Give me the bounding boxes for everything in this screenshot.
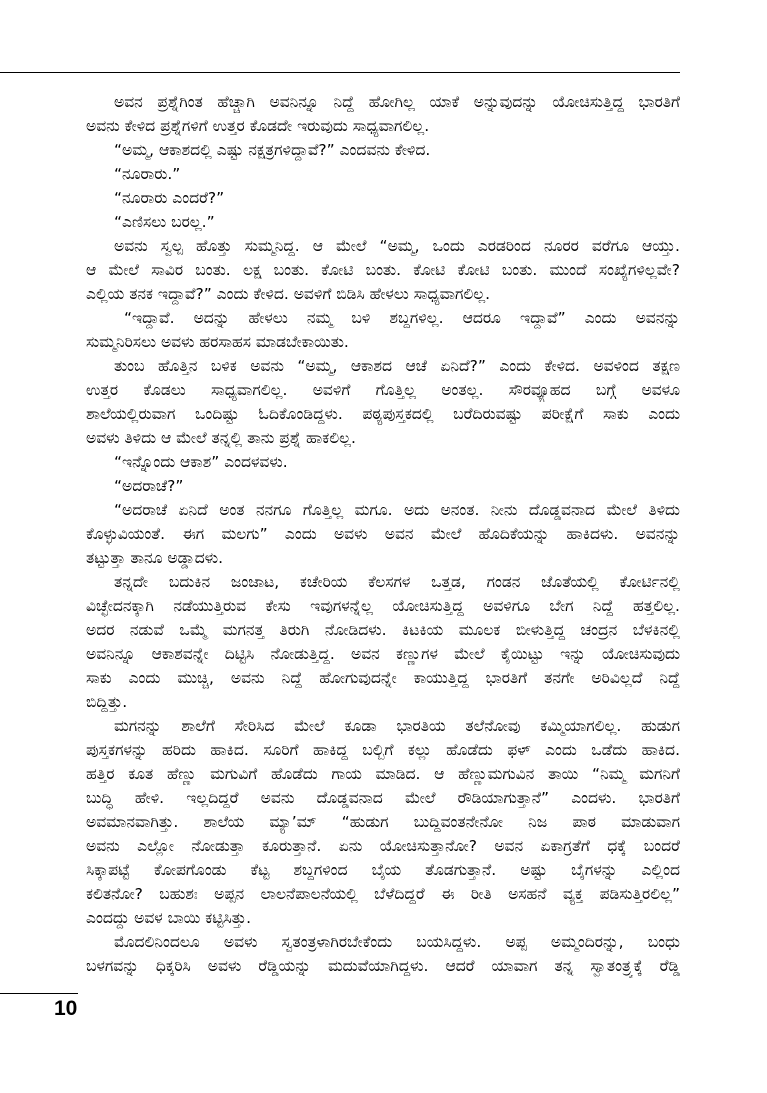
text-line: ವಿಚ್ಛೇದನಕ್ಕಾಗಿ ನಡೆಯುತ್ತಿರುವ ಕೇಸು ಇವುಗಳನ್ನೆಲ್ಲ ಯೋಚಿಸುತ್ತಿದ್ದ ಅವಳಿಗೂ ಬೇಗ ನಿದ್ದೆ ಹತ್ತಲಿಲ್ಲ. [86,597,680,615]
text-line: ಸಾಕು ಎಂದು ಮುಚ್ಚಿ, ಅವನು ನಿದ್ದೆ ಹೋಗುವುದನ್ನೇ ಕಾಯುತ್ತಿದ್ದ ಭಾರತಿಗೆ ತನಗೇ ಅರಿವಿಲ್ಲದೆ ನಿದ್ದೆ [86,669,680,687]
text-line: ಅದರ ನಡುವೆ ಒಮ್ಮೆ ಮಗನತ್ತ ತಿರುಗಿ ನೋಡಿದಳು. ಕಿಟಕಿಯ ಮೂಲಕ ಬೀಳುತ್ತಿದ್ದ ಚಂದ್ರನ ಬೆಳಕಿನಲ್ಲಿ [86,621,680,639]
text-line: ಉತ್ತರ ಕೊಡಲು ಸಾಧ್ಯವಾಗಲಿಲ್ಲ. ಅವಳಿಗೆ ಗೊತ್ತಿಲ್ಲ ಅಂತಲ್ಲ. ಸೌರವ್ಯೂಹದ ಬಗ್ಗೆ ಅವಳೂ [86,381,680,399]
text-line: “ಇದ್ದಾವೆ. ಅದನ್ನು ಹೇಳಲು ನಮ್ಮ ಬಳಿ ಶಬ್ದಗಳಿಲ್ಲ. ಆದರೂ ಇದ್ದಾವೆ” ಎಂದು ಅವನನ್ನು [124,309,680,327]
text-line: ಅವಮಾನವಾಗಿತ್ತು. ಶಾಲೆಯ ಮ್ಯಾ’ಮ್ “ಹುಡುಗ ಬುದ್ದಿವಂತನೇನೋ ನಿಜ ಪಾಠ ಮಾಡುವಾಗ [86,813,680,831]
text-line: ತಟ್ಟುತ್ತಾ ತಾನೂ ಅಡ್ಡಾದಳು. [86,549,224,567]
text-line: “ಎಣಿಸಲು ಬರಲ್ಲ.” [114,213,215,231]
text-line: “ಅದರಾಚೆ ಏನಿದೆ ಅಂತ ನನಗೂ ಗೊತ್ತಿಲ್ಲ ಮಗೂ. ಅದು ಅನಂತ. ನೀನು ದೊಡ್ಡವನಾದ ಮೇಲೆ ತಿಳಿದು [114,501,680,519]
text-line: ಅವನಿನ್ನೂ ಆಕಾಶವನ್ನೇ ದಿಟ್ಟಿಸಿ ನೋಡುತ್ತಿದ್ದ. ಅವನ ಕಣ್ಣುಗಳ ಮೇಲೆ ಕೈಯಿಟ್ಟು ಇನ್ನು ಯೋಚಿಸುವುದು [86,645,680,663]
text-line: ಬಿದ್ದಿತ್ತು. [86,693,128,711]
text-line: ಕಲಿತನೋ? ಬಹುಶಃ ಅಪ್ಪನ ಲಾಲನೆಪಾಲನೆಯಲ್ಲಿ ಬೆಳೆದಿದ್ದರೆ ಈ ರೀತಿ ಅಸಹನೆ ವ್ಯಕ್ತ ಪಡಿಸುತ್ತಿರಲಿಲ್ಲ” [86,885,680,903]
text-line: ತನ್ನದೇ ಬದುಕಿನ ಜಂಜಾಟ, ಕಚೇರಿಯ ಕೆಲಸಗಳ ಒತ್ತಡ, ಗಂಡನ ಜೊತೆಯಲ್ಲಿ ಕೋರ್ಟಿನಲ್ಲಿ [114,573,680,591]
page-number: 10 [54,997,78,1020]
text-line: “ಇನ್ನೊಂದು ಆಕಾಶ” ಎಂದಳವಳು. [114,453,288,471]
text-line: ಬಳಗವನ್ನು ಧಿಕ್ಕರಿಸಿ ಅವಳು ರೆಡ್ಡಿಯನ್ನು ಮದುವೆಯಾಗಿದ್ದಳು. ಆದರೆ ಯಾವಾಗ ತನ್ನ ಸ್ವಾತಂತ್ರ್ಯಕ್ಕೆ ರೆಡ್ಡಿ [86,957,680,975]
text-line: ಎಂದದ್ದು ಅವಳ ಬಾಯಿ ಕಟ್ಟಿಸಿತ್ತು. [86,909,252,927]
text-line: ಅವಳು ತಿಳಿದು ಆ ಮೇಲೆ ತನ್ನಲ್ಲಿ ತಾನು ಪ್ರಶ್ನೆ ಹಾಕಲಿಲ್ಲ. [86,429,356,447]
text-line: ಅವನ ಪ್ರಶ್ನೆಗಿಂತ ಹೆಚ್ಚಾಗಿ ಅವನಿನ್ನೂ ನಿದ್ದೆ ಹೋಗಿಲ್ಲ ಯಾಕೆ ಅನ್ನುವುದನ್ನು ಯೋಚಿಸುತ್ತಿದ್ದ ಭಾರತಿಗೆ [114,93,680,111]
text-line: ಮಗನನ್ನು ಶಾಲೆಗೆ ಸೇರಿಸಿದ ಮೇಲೆ ಕೂಡಾ ಭಾರತಿಯ ತಲೆನೋವು ಕಮ್ಮಿಯಾಗಲಿಲ್ಲ. ಹುಡುಗ [114,717,680,735]
text-line: ಬುದ್ಧಿ ಹೇಳಿ. ಇಲ್ಲದಿದ್ದರೆ ಅವನು ದೊಡ್ಡವನಾದ ಮೇಲೆ ರೌಡಿಯಾಗುತ್ತಾನೆ” ಎಂದಳು. ಭಾರತಿಗೆ [86,789,680,807]
text-line: ಅವನು ಸ್ವಲ್ಪ ಹೊತ್ತು ಸುಮ್ಮನಿದ್ದ. ಆ ಮೇಲೆ “ಅಮ್ಮ, ಒಂದು ಎರಡರಿಂದ ನೂರರ ವರೆಗೂ ಆಯ್ತು. [114,237,680,255]
text-line: ತುಂಬ ಹೊತ್ತಿನ ಬಳಿಕ ಅವನು “ಅಮ್ಮ, ಆಕಾಶದ ಆಚೆ ಏನಿದೆ?” ಎಂದು ಕೇಳಿದ. ಅವಳಿಂದ ತಕ್ಷಣ [114,357,680,375]
text-line: “ನೂರಾರು.” [114,165,181,183]
text-line: ಸಿಕ್ಕಾಪಟ್ಟೆ ಕೋಪಗೊಂಡು ಕೆಟ್ಟ ಶಬ್ದಗಳಿಂದ ಬೈಯ ತೊಡಗುತ್ತಾನೆ. ಅಷ್ಟು ಬೈಗಳನ್ನು ಎಲ್ಲಿಂದ [86,861,680,879]
text-line: ಪುಸ್ತಕಗಳನ್ನು ಹರಿದು ಹಾಕಿದ. ಸೂರಿಗೆ ಹಾಕಿದ್ದ ಬಲ್ಬಿಗೆ ಕಲ್ಲು ಹೊಡೆದು ಫಳ್ ಎಂದು ಒಡೆದು ಹಾಕಿದ. [86,741,680,759]
text-line: ಅವನು ಎಲ್ಲೋ ನೋಡುತ್ತಾ ಕೂರುತ್ತಾನೆ. ಏನು ಯೋಚಿಸುತ್ತಾನೋ? ಅವನ ಏಕಾಗ್ರತೆಗೆ ಧಕ್ಕೆ ಬಂದರೆ [86,837,680,855]
text-line: “ನೂರಾರು ಎಂದರೆ?” [114,189,225,207]
footer-rule [0,993,78,994]
text-line: “ಅಮ್ಮ, ಆಕಾಶದಲ್ಲಿ ಎಷ್ಟು ನಕ್ಷತ್ರಗಳಿದ್ದಾವೆ?” ಎಂದವನು ಕೇಳಿದ. [114,141,431,159]
text-line: ಸುಮ್ಮನಿರಿಸಲು ಅವಳು ಹರಸಾಹಸ ಮಾಡಬೇಕಾಯಿತು. [86,333,349,351]
text-line: ಹತ್ತಿರ ಕೂತ ಹೆಣ್ಣು ಮಗುವಿಗೆ ಹೊಡೆದು ಗಾಯ ಮಾಡಿದ. ಆ ಹೆಣ್ಣುಮಗುವಿನ ತಾಯಿ “ನಿಮ್ಮ ಮಗನಿಗೆ [86,765,680,783]
top-rule [0,72,680,73]
text-line: ಶಾಲೆಯಲ್ಲಿರುವಾಗ ಒಂದಿಷ್ಟು ಓದಿಕೊಂಡಿದ್ದಳು. ಪಠ್ಯಪುಸ್ತಕದಲ್ಲಿ ಬರೆದಿರುವಷ್ಟು ಪರೀಕ್ಷೆಗೆ ಸಾಕು ಎಂದು [86,405,680,423]
text-line: “ಅದರಾಚೆ?” [114,477,184,495]
text-line: ಆ ಮೇಲೆ ಸಾವಿರ ಬಂತು. ಲಕ್ಷ ಬಂತು. ಕೋಟಿ ಬಂತು. ಕೋಟಿ ಕೋಟಿ ಬಂತು. ಮುಂದೆ ಸಂಖ್ಯೆಗಳಿಲ್ಲವೇ? [86,261,680,279]
text-line: ಮೊದಲಿನಿಂದಲೂ ಅವಳು ಸ್ವತಂತ್ರಳಾಗಿರಬೇಕೆಂದು ಬಯಸಿದ್ದಳು. ಅಪ್ಪ ಅಮ್ಮಂದಿರನ್ನು, ಬಂಧು [114,933,680,951]
text-line: ಅವನು ಕೇಳಿದ ಪ್ರಶ್ನೆಗಳಿಗೆ ಉತ್ತರ ಕೊಡದೇ ಇರುವುದು ಸಾಧ್ಯವಾಗಲಿಲ್ಲ. [86,117,430,135]
text-line: ಎಲ್ಲಿಯ ತನಕ ಇದ್ದಾವೆ?” ಎಂದು ಕೇಳಿದ. ಅವಳಿಗೆ ಬಿಡಿಸಿ ಹೇಳಲು ಸಾಧ್ಯವಾಗಲಿಲ್ಲ. [86,285,491,303]
text-line: ಕೊಳ್ಳುವಿಯಂತೆ. ಈಗ ಮಲಗು” ಎಂದು ಅವಳು ಅವನ ಮೇಲೆ ಹೊದಿಕೆಯನ್ನು ಹಾಕಿದಳು. ಅವನನ್ನು [86,525,680,543]
page-body [86,90,680,978]
